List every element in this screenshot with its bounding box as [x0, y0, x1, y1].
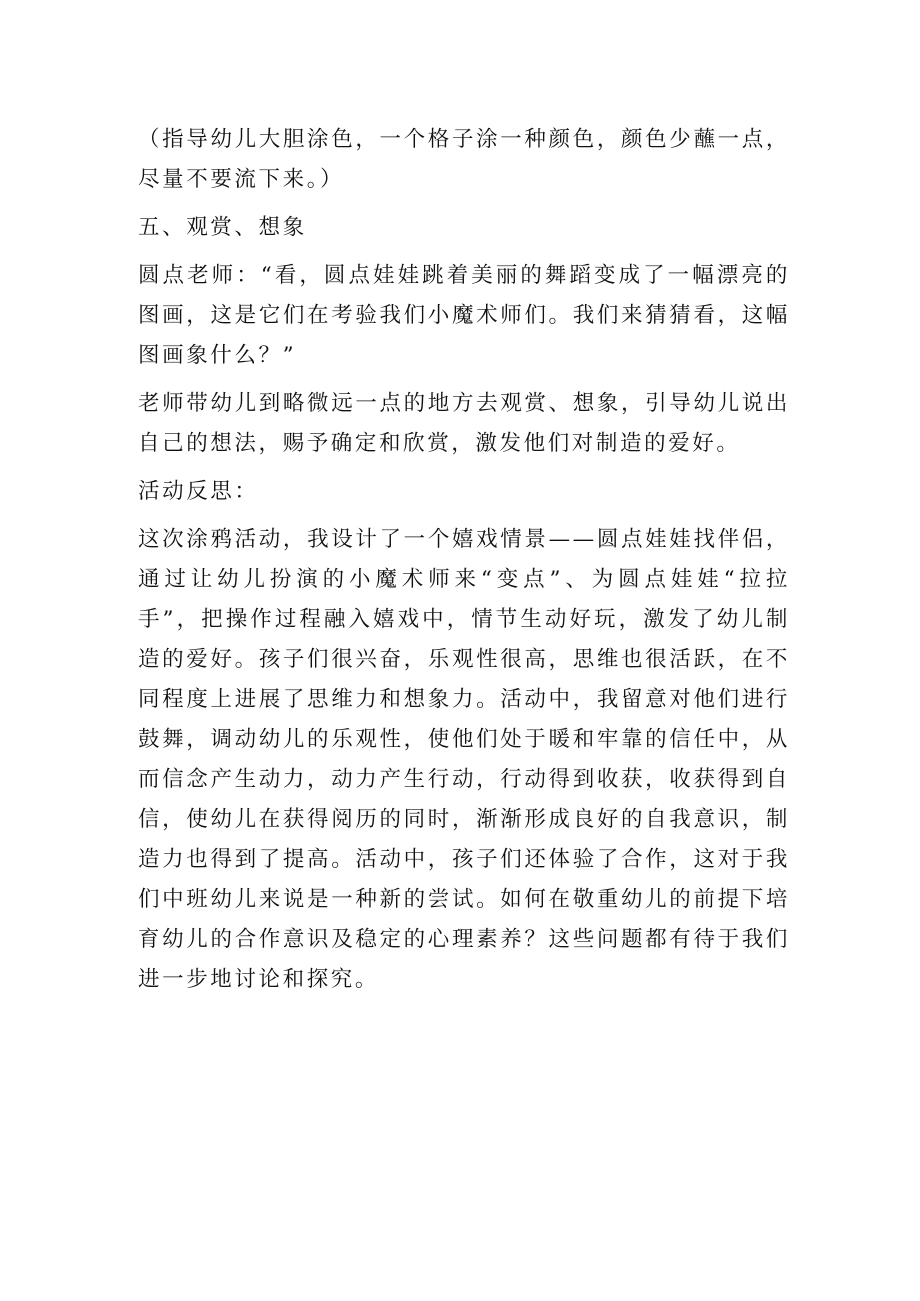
instruction-note-paragraph: （指导幼儿大胆涂色，一个格子涂一种颜色，颜色少蘸一点，尽量不要流下来。）: [138, 127, 790, 192]
reflection-body-paragraph: 这次涂鸦活动，我设计了一个嬉戏情景——圆点娃娃找伴侣，通过让幼儿扮演的小魔术师来“变点”、为圆点娃娃“拉拉手”，把操作过程融入嬉戏中，情节生动好玩，激发了幼儿制造的爱好。孩子们很兴奋，乐观性很高，思维也很活跃，在不同程度上进展了思维力和想象力。活动中，我留意对他们进行鼓舞，调动幼儿的乐观性，使他们处于暖和牢靠的信任中，从而信念产生动力，动力产生行动，行动得到收获，收获得到自信，使幼儿在获得阅历的同时，渐渐形成良好的自我意识，制造力也得到了提高。活动中，孩子们还体验了合作，这对于我们中班幼儿来说是一种新的尝试。如何在敬重幼儿的前提下培育幼儿的合作意识及稳定的心理素养？这些问题都有待于我们进一步地讨论和探究。: [138, 527, 790, 992]
document-body: [138, 120, 790, 1008]
observation-guidance-paragraph: 老师带幼儿到略微远一点的地方去观赏、想象，引导幼儿说出自己的想法，赐予确定和欣赏，激发他们对制造的爱好。: [138, 391, 790, 456]
teacher-quote-paragraph: 圆点老师：“看，圆点娃娃跳着美丽的舞蹈变成了一幅漂亮的图画，这是它们在考验我们小魔术师们。我们来猜猜看，这幅图画象什么？”: [138, 263, 790, 368]
reflection-heading: 活动反思：: [138, 479, 259, 504]
section-five-heading: 五、观赏、想象: [138, 215, 307, 240]
